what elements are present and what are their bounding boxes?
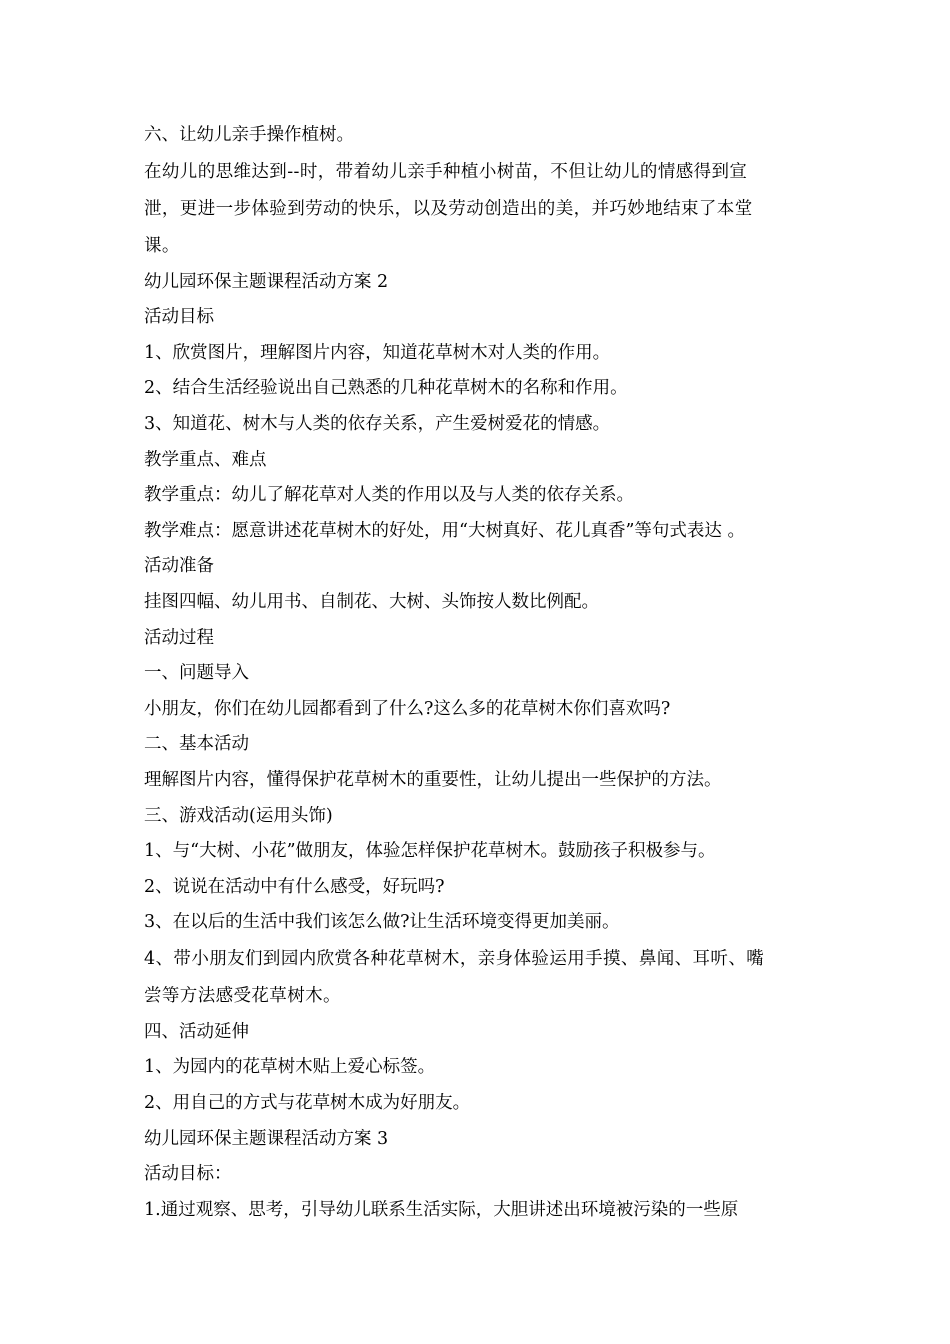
list-item: 1.通过观察、思考，引导幼儿联系生活实际，大胆讲述出环境被污染的一些原 — [144, 1199, 739, 1220]
paragraph — [144, 154, 816, 265]
document-title: 幼儿园环保主题课程活动方案 3 — [144, 1128, 389, 1149]
list-item: 2、用自己的方式与花草树木成为好朋友。 — [144, 1093, 471, 1114]
paragraph-line: 理解图片内容，懂得保护花草树木的重要性，让幼儿提出一些保护的方法。 — [144, 769, 722, 790]
section-heading: 一、问题导入 — [144, 663, 249, 684]
list-item: 2、结合生活经验说出自己熟悉的几种花草树木的名称和作用。 — [144, 378, 628, 399]
document-body — [144, 118, 816, 1228]
section-heading: 教学重点、难点 — [144, 449, 267, 470]
section-heading: 活动目标 — [144, 307, 214, 328]
list-item: 4、带小朋友们到园内欣赏各种花草树木，亲身体验运用手摸、鼻闻、耳听、嘴 — [144, 948, 765, 969]
section-heading: 二、基本活动 — [144, 734, 249, 755]
section-heading: 四、活动延伸 — [144, 1021, 249, 1042]
section-heading: 活动目标： — [144, 1164, 232, 1185]
paragraph-line: 教学重点：幼儿了解花草对人类的作用以及与人类的依存关系。 — [144, 485, 634, 506]
list-item: 1、与“大树、小花”做朋友，体验怎样保护花草树木。鼓励孩子积极参与。 — [144, 841, 716, 862]
paragraph-line: 小朋友，你们在幼儿园都看到了什么?这么多的花草树木你们喜欢吗? — [144, 698, 671, 719]
list-item: 2、说说在活动中有什么感受，好玩吗? — [144, 876, 445, 897]
list-item: 3、知道花、树木与人类的依存关系，产生爱树爱花的情感。 — [144, 413, 611, 434]
paragraph-line: 在幼儿的思维达到--时，带着幼儿亲手种植小树苗，不但让幼儿的情感得到宣 — [144, 161, 748, 182]
paragraph-line: 泄，更进一步体验到劳动的快乐，以及劳动创造出的美，并巧妙地结束了本堂 — [144, 198, 753, 219]
list-item-continuation: 尝等方法感受花草树木。 — [144, 985, 341, 1006]
list-item: 1、为园内的花草树木贴上爱心标签。 — [144, 1057, 436, 1078]
section-heading: 六、让幼儿亲手操作植树。 — [144, 125, 354, 145]
paragraph-line: 课。 — [144, 235, 180, 256]
section-heading: 活动过程 — [144, 627, 214, 648]
list-item-multiline — [144, 941, 816, 1015]
paragraph-line: 挂图四幅、幼儿用书、自制花、大树、头饰按人数比例配。 — [144, 591, 599, 612]
list-item: 1、欣赏图片，理解图片内容，知道花草树木对人类的作用。 — [144, 342, 611, 363]
section-heading: 活动准备 — [144, 556, 214, 577]
list-item: 3、在以后的生活中我们该怎么做?让生活环境变得更加美丽。 — [144, 912, 620, 933]
section-heading: 三、游戏活动(运用头饰) — [144, 805, 333, 826]
document-title: 幼儿园环保主题课程活动方案 2 — [144, 271, 389, 292]
paragraph-line: 教学难点：愿意讲述花草树木的好处，用“大树真好、花儿真香”等句式表达 。 — [144, 520, 745, 541]
